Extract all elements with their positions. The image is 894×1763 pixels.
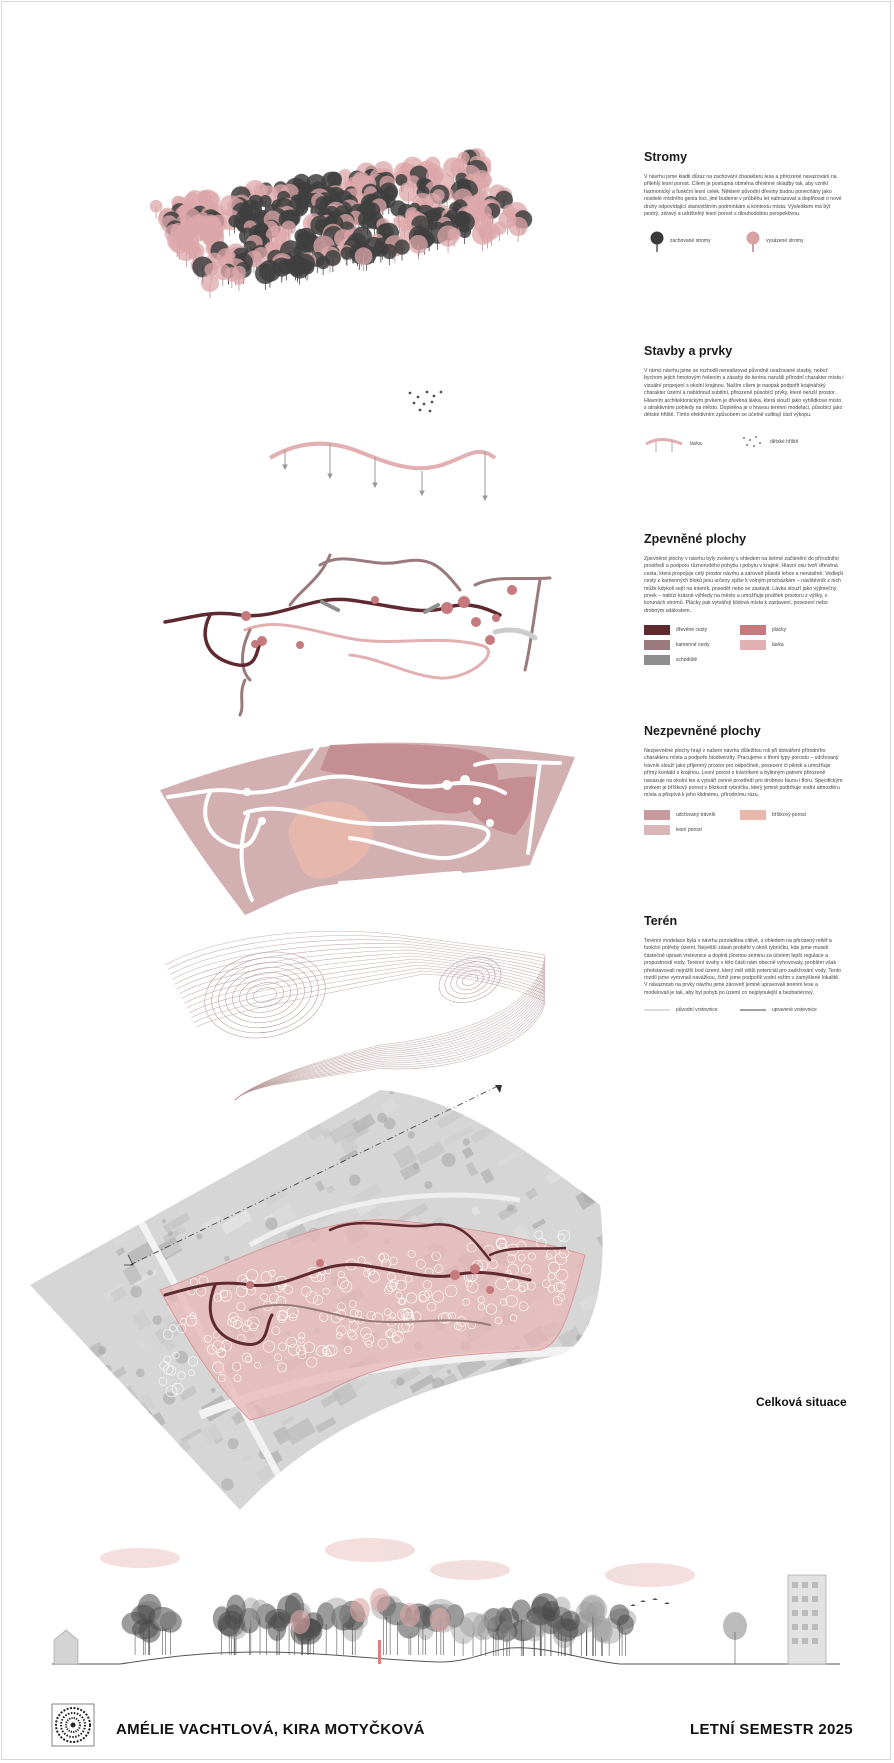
- terrain-title: Terén: [644, 914, 678, 928]
- playground-elements: [409, 391, 443, 413]
- legend-wood-paths: dřevěné cesty: [644, 625, 707, 635]
- legend-meadow: bříškový porost: [740, 810, 806, 820]
- terrain-panel: [644, 914, 844, 1023]
- section-building-right: [788, 1575, 826, 1664]
- stone-path-5: [525, 580, 540, 670]
- playground-icon: [740, 434, 764, 450]
- legend-planted-trees: vysázené stromy: [746, 230, 804, 252]
- stone-path-1: [320, 559, 460, 590]
- stone-path-7: [240, 680, 245, 715]
- plazas: [241, 585, 517, 649]
- legend-original-contours: původní vrstevnice: [676, 1007, 718, 1014]
- situation-label: Celková situace: [756, 1395, 847, 1409]
- stone-path-4: [245, 625, 489, 679]
- legend-forest: lesní porost: [644, 825, 702, 835]
- section-bridge-marker: [378, 1640, 381, 1664]
- school-logo-icon: [52, 1704, 94, 1746]
- legend-plazas: plácky: [740, 625, 786, 635]
- paved-title: Zpevněné plochy: [644, 532, 747, 546]
- legend-lawn: udržovaný trávník: [644, 810, 715, 820]
- terrain-legend: [644, 1007, 844, 1023]
- legend-bridge-paved: lávka: [740, 640, 784, 650]
- dark-tree-icon: [650, 230, 664, 252]
- authors: AMÉLIE VACHTLOVÁ, KIRA MOTYČKOVÁ: [116, 1721, 425, 1738]
- legend-modified-contours: upravené vrstevnice: [772, 1007, 817, 1014]
- legend-retained-trees: zachované stromy: [650, 230, 711, 252]
- terrain-text: Terénní modelace byla v návrhu prováděna citlivě, s ohledem na přirozený reliéf a funkční potřeby území. Největší zásah proběhl v okolí rybníčku, kde jsme museli částečně upravit vrstevnice a doplnit jílovitou zeminu za účelem lepší regulace a propustnosti vody. Terénní svahy v této části nám obecně vyhovovaly, problém však představovali nejnižší bod území, který měl větší potenciál pro zadržování vody. Tento rozdíl jsme vyrovnali navážkou, čímž jsme podpořili vodní režim v zamýšlené lokalitě. V návaznosti na prvky návrhu jsme zároveň jemně upravovali terénní lese a modelovali je tak, aby byl pohyb po území co nejplynulejší a bezbariérový.: [644, 938, 842, 996]
- stairs: [322, 602, 338, 610]
- overall-situation-axonometric: [0, 1085, 894, 1515]
- unpaved-text: Nezpevněné plochy hrají v našem návrhu důležitou roli při dotváření přírodního charakteru místa a podpoře biodiverzity. Pracujeme s třemi typy porostu – udržovaný trávník slouží jako příjemný prostor pro odpočinek, posezení či piknik a umožňuje přímý kontakt s krajinou. Lesní porost s trávníkem a bylinným patrem přirozeně navazuje na okolní les a vytváří cenné prostředí pro drobnou faunu i flóru. Specifickým prvkem je bříškový porost v blízkosti rybníčku, který jemně podtrhuje vodní atmosféru místa a přispívá k jeho klidnému, přírodnímu rázu.: [644, 748, 843, 799]
- wood-path-loop: [205, 615, 262, 665]
- legend-stairs: schodiště: [644, 655, 697, 665]
- section-house-left: [54, 1630, 78, 1664]
- stone-path-6: [243, 630, 251, 680]
- bridge-segment: [495, 630, 535, 638]
- terrain-profile: [52, 1648, 840, 1664]
- trees-legend: [644, 228, 844, 268]
- section-arrow-end: [495, 1085, 502, 1093]
- trees-text: V návrhu jsme kladli důraz na zachování charakteru lesa a přirozené navazování na přilehlý lesní porost. Cílem je postupná obměna dřevinné skladby tak, aby vznikl harmonický a funkční lesní celek. Některé původní dřeviny budou ponechány jako nositelé místního genia loci, jiné budeme v průběhu let nahrazovat a doplňovat o nové druhy odpovídající stanovištním podmínkám a kontextu místa. Výsledkem má být pestrý, zdravý a udržitelný lesní porost s dlouhodobou perspektivou.: [644, 174, 842, 218]
- bridge-pillars: [283, 444, 487, 500]
- legend-stone-paths: kamenné cesty: [644, 640, 710, 650]
- structures-legend: [644, 430, 844, 470]
- birds: [630, 1598, 670, 1606]
- legend-playground: dětské hřiště: [740, 434, 798, 450]
- site-section-elevation: [0, 1540, 894, 1670]
- paved-text: Zpevněné plochy v návrhu byly zvoleny s ohledem na šetrné začlenění do přírodního prostředí a podporu různorodého pohybu i pobytu v krajině. Hlavní osu tvoří dřevěná cesta, která propojuje celý prostor návrhu a zároveň působí lehce a nenásilně. Vedlejší cesty z kamenných bloků jsou určeny spíše k volným procházkám – návštěvník z nich může kdykoli sejít na trávník, posedět nebo se zastavit. Lávka slouží jako výjimečný prvek – nabízí krásné výhledy na město a umožňuje prožitek prostoru z výšky, v korunách stromů. Plácky pak vytvářejí klidová místa k zastavení, posezení nebo drobným událostem.: [644, 556, 844, 614]
- bridge-icon: [644, 434, 684, 454]
- structures-panel: [644, 344, 844, 470]
- bridge-path: [270, 444, 495, 469]
- pink-tree-icon: [746, 230, 760, 252]
- trees-panel: [644, 150, 844, 268]
- unpaved-panel: [644, 724, 844, 846]
- semester: LETNÍ SEMESTR 2025: [690, 1721, 853, 1738]
- structures-title: Stavby a prvky: [644, 344, 733, 358]
- sky-clouds: [100, 1538, 695, 1587]
- trees-title: Stromy: [644, 150, 688, 164]
- structures-text: V rámci návrhu jsme se rozhodli nerealizovat původně uvažované stavby, neboť bychom jejich hmotovým řešením a zásahy do terénu narušili přírodní charakter místa i vizuální propojení s okolní krajinou. Naším cílem je naopak podpořit krajinářský charakter území a nabídnout subtilní, přirozeně působící prvky, které neruší prostor. Hlavním architektonickým prvkem je dřevěná lávka, která slouží jako vyhlídkové místo s atraktivními pohledy na město. Doplněna je o hravou terénní modelaci, působící jako dětské hřiště. Tímto efektivním způsobem se účelně sultitují část výkopu.: [644, 368, 844, 419]
- unpaved-legend: [644, 810, 844, 846]
- unpaved-title: Nezpevněné plochy: [644, 724, 761, 738]
- paved-panel: [644, 532, 844, 675]
- paved-legend: [644, 625, 844, 675]
- legend-bridge: lávka: [644, 434, 702, 454]
